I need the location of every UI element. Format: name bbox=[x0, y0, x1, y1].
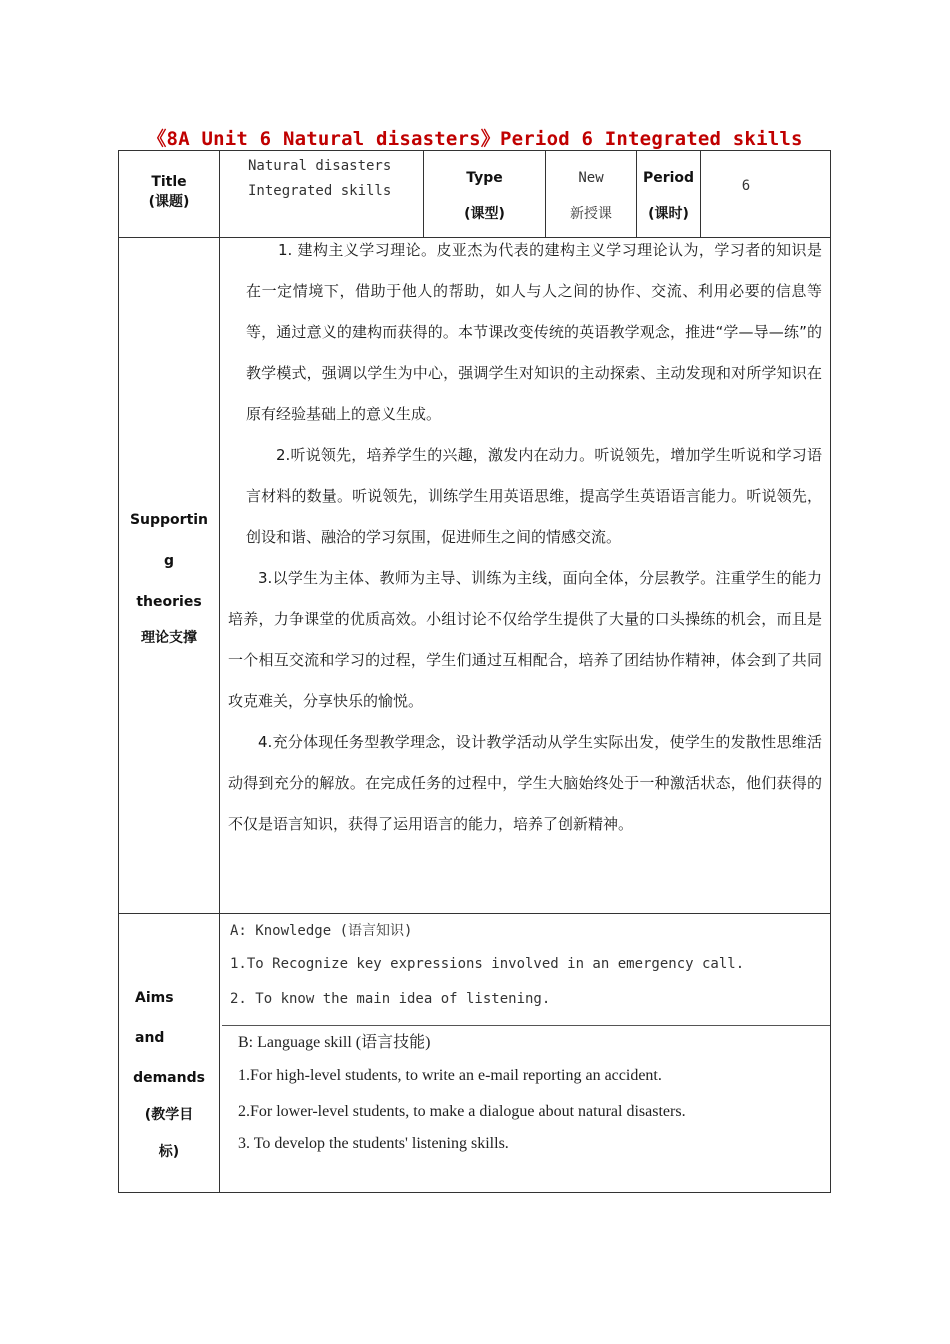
period-label-cn: (课时) bbox=[648, 206, 689, 222]
theories-label-line3: theories bbox=[136, 594, 202, 610]
skill-item: 2.For lower-level students, to make a dialogue about natural disasters. bbox=[238, 1103, 686, 1120]
skill-heading: B: Language skill (语言技能) bbox=[238, 1034, 431, 1051]
skill-item: 1.For high-level students, to write an e-mail reporting an accident. bbox=[238, 1067, 662, 1084]
title-label bbox=[119, 172, 219, 212]
theories-label-line4: 理论支撑 bbox=[141, 630, 197, 646]
knowledge-heading: A: Knowledge (语言知识) bbox=[230, 923, 413, 939]
period-label-en: Period bbox=[642, 170, 695, 186]
knowledge-item: 1.To Recognize key expressions involved in an emergency call. bbox=[230, 956, 745, 972]
theory-paragraph: 1. 建构主义学习理论。皮亚杰为代表的建构主义学习理论认为，学习者的知识是在一定情境下，借助于他人的帮助，如人与人之间的协作、交流、利用必要的信息等等，通过意义的建构而获得的。本节课改变传统的英语教学观念，推进“学—导—练”的教学模式，强调以学生为中心，强调学生对知识的主动探索、主动发现和对所学知识在原有经验基础上的意义生成。 bbox=[246, 241, 822, 423]
period-label bbox=[637, 160, 700, 232]
period-value: 6 bbox=[741, 178, 751, 194]
title-label-cn: (课题) bbox=[148, 194, 190, 210]
language-skill-section bbox=[222, 1025, 830, 1192]
theory-paragraph: 2.听说领先，培养学生的兴趣，激发内在动力。听说领先，增加学生听说和学习语言材料的数量。听说领先，训练学生用英语思维，提高学生英语语言能力。听说领先，创设和谐、融洽的学习氛围，促进师生之间的情感交流。 bbox=[246, 446, 822, 546]
type-label-cn: (课型) bbox=[464, 206, 505, 222]
theories-content bbox=[228, 230, 822, 845]
type-value-en: New bbox=[578, 170, 604, 186]
type-label-en: Type bbox=[466, 170, 503, 186]
title-value bbox=[248, 154, 418, 204]
title-label-en: Title bbox=[151, 174, 187, 190]
type-value-cn: 新授课 bbox=[570, 206, 612, 222]
title-value-line2: Integrated skills bbox=[248, 183, 392, 199]
aims-label-line4: 标) bbox=[158, 1144, 180, 1160]
aims-label-line3: (教学目 bbox=[144, 1107, 194, 1123]
type-value bbox=[546, 160, 636, 232]
type-label bbox=[424, 160, 545, 232]
aims-label-line1: Aims and bbox=[135, 990, 174, 1046]
theories-label-line2: g bbox=[163, 553, 175, 569]
knowledge-section bbox=[220, 914, 830, 1024]
title-value-line1: Natural disasters bbox=[248, 158, 392, 174]
skill-item: 3. To develop the students' listening skills. bbox=[238, 1135, 509, 1152]
theory-paragraph: 3.以学生为主体、教师为主导、训练为主线，面向全体，分层教学。注重学生的能力培养，力争课堂的优质高效。小组讨论不仅给学生提供了大量的口头操练的机会，而且是一个相互交流和学习的过程，学生们通过互相配合，培养了团结协作精神，体会到了共同攻克难关，分享快乐的愉悦。 bbox=[228, 569, 822, 710]
theories-label-line1: Supportin bbox=[129, 512, 209, 528]
aims-label bbox=[119, 978, 219, 1172]
theories-label bbox=[119, 500, 219, 653]
theory-paragraph: 4.充分体现任务型教学理念，设计教学活动从学生实际出发，使学生的发散性思维活动得到充分的解放。在完成任务的过程中，学生大脑始终处于一种激活状态，他们获得的不仅是语言知识，获得了运用语言的能力，培养了创新精神。 bbox=[228, 733, 822, 833]
aims-label-line2: demands bbox=[133, 1070, 205, 1086]
document-title: 《8A Unit 6 Natural disasters》Period 6 Integrated skills bbox=[147, 128, 803, 150]
knowledge-item: 2. To know the main idea of listening. bbox=[230, 991, 551, 1007]
